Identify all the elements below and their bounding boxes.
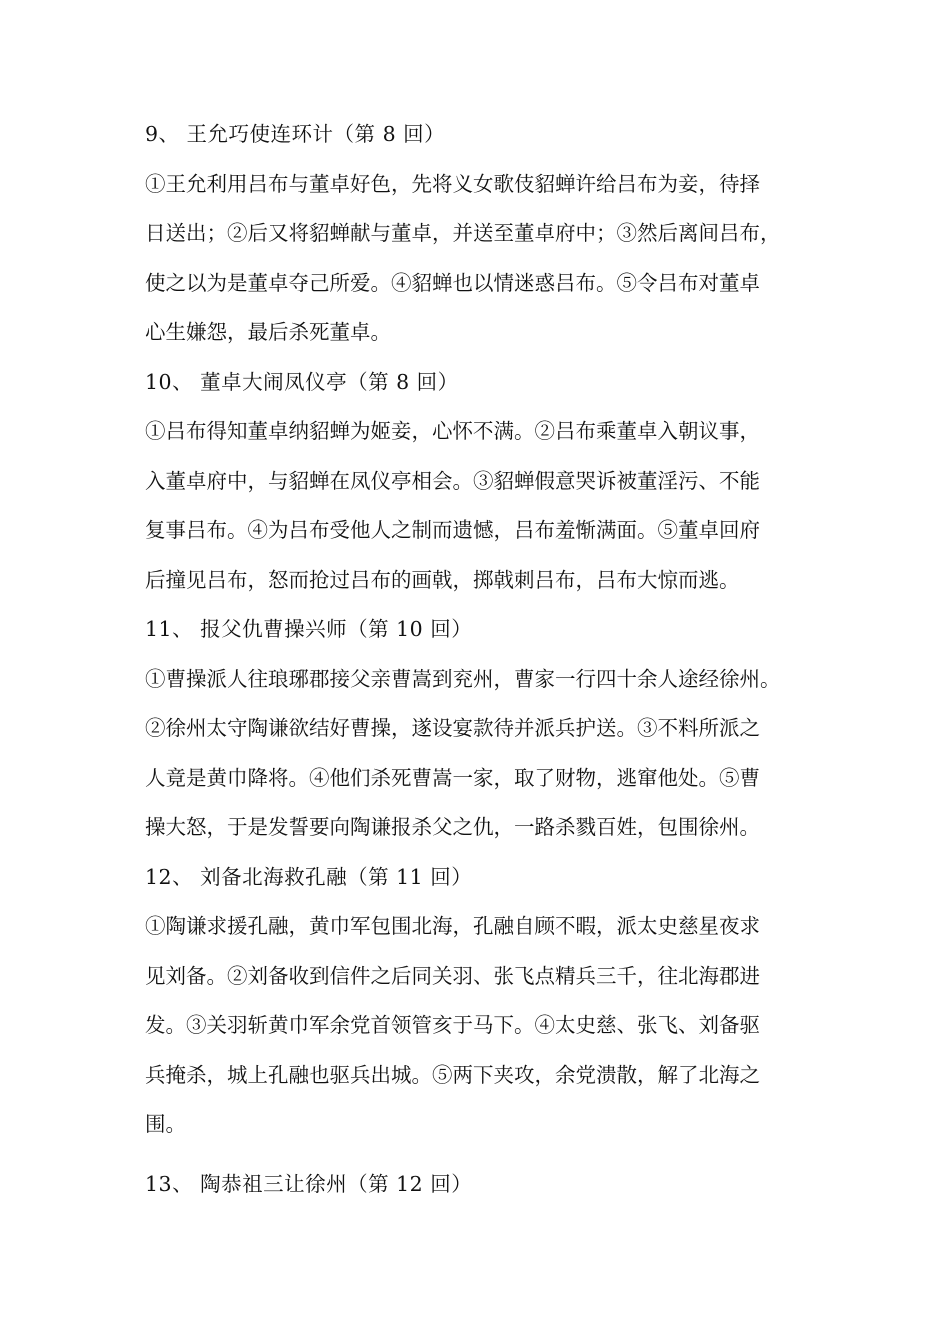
paragraph-line: ①王允利用吕布与董卓好色，先将义女歌伎貂蝉许给吕布为妾，待择 — [145, 171, 760, 196]
paragraph-gap — [145, 1150, 815, 1160]
paragraph-line: 心生嫌怨，最后杀死董卓。 — [145, 320, 391, 344]
paragraph-line: 后撞见吕布，怒而抢过吕布的画戟，掷戟刺吕布，吕布大惊而逃。 — [145, 567, 740, 592]
paragraph-line: 日送出；②后又将貂蝉献与董卓，并送至董卓府中；③然后离间吕布， — [145, 221, 781, 245]
paragraph-line: ①陶谦求援孔融，黄巾军包围北海，孔融自顾不暇，派太史慈星夜求 — [145, 914, 760, 938]
paragraph-line: 见刘备。②刘备收到信件之后同关羽、张飞点精兵三千，往北海郡进 — [145, 963, 760, 988]
section-heading: 11、 报父仇曹操兴师（第 10 回） — [145, 617, 473, 641]
section-heading: 9、 王允巧使连环计（第 8 回） — [145, 122, 446, 146]
paragraph-line: 人竟是黄巾降将。④他们杀死曹嵩一家，取了财物，逃窜他处。⑤曹 — [145, 765, 760, 790]
section-heading: 10、 董卓大闹凤仪亭（第 8 回） — [145, 369, 459, 394]
paragraph-line: 围。 — [145, 1112, 186, 1136]
paragraph-line: 入董卓府中，与貂蝉在凤仪亭相会。③貂蝉假意哭诉被董淫污、不能 — [145, 468, 760, 493]
paragraph-line: 操大怒，于是发誓要向陶谦报杀父之仇，一路杀戮百姓，包围徐州。 — [145, 815, 760, 839]
paragraph-line: 兵掩杀，城上孔融也驱兵出城。⑤两下夹攻，余党溃散，解了北海之 — [145, 1062, 760, 1087]
section-heading: 13、 陶恭祖三让徐州（第 12 回） — [145, 1171, 473, 1196]
paragraph-line: 复事吕布。④为吕布受他人之制而遗憾，吕布羞惭满面。⑤董卓回府 — [145, 518, 760, 542]
paragraph-line: 使之以为是董卓夺己所爱。④貂蝉也以情迷惑吕布。⑤令吕布对董卓 — [145, 270, 760, 295]
document-body — [145, 110, 815, 1209]
section-heading: 12、 刘备北海救孔融（第 11 回） — [145, 864, 473, 889]
paragraph-line: 发。③关羽斩黄巾军余党首领管亥于马下。④太史慈、张飞、刘备驱 — [145, 1013, 760, 1037]
paragraph-line: ①吕布得知董卓纳貂蝉为姬妾，心怀不满。②吕布乘董卓入朝议事， — [145, 419, 760, 443]
paragraph-line: ①曹操派人往琅琊郡接父亲曹嵩到兖州，曹家一行四十余人途经徐州。 — [145, 666, 781, 691]
paragraph-line: ②徐州太守陶谦欲结好曹操，遂设宴款待并派兵护送。③不料所派之 — [145, 716, 760, 740]
